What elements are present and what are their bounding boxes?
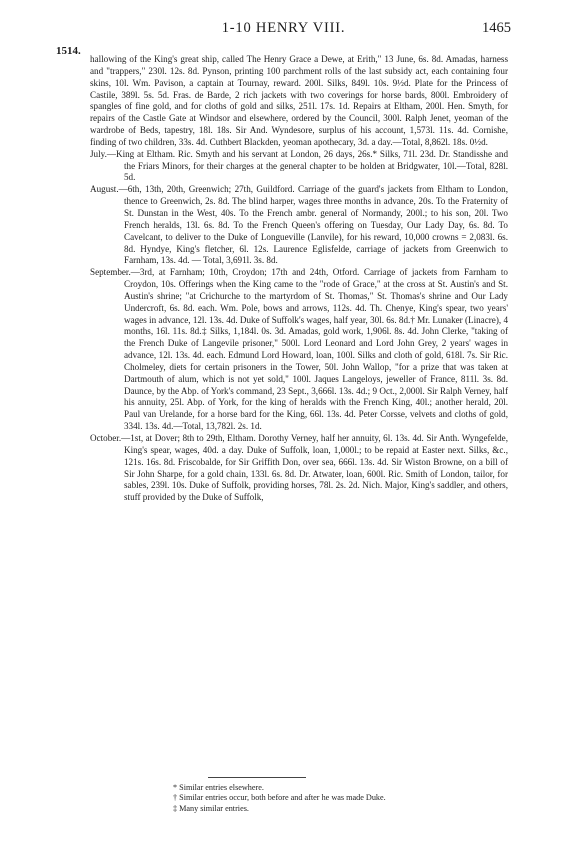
footnote: ‡ Many similar entries. — [173, 803, 249, 813]
month-label: October. — [90, 433, 122, 443]
month-label: July. — [90, 148, 107, 159]
footnote: † Similar entries occur, both before and after he was made Duke. — [173, 793, 386, 803]
footnote-rule — [208, 777, 306, 778]
running-header-title: 1-10 HENRY VIII. — [221, 20, 346, 36]
page-number: 1465 — [482, 20, 511, 36]
year-marker: 1514. — [56, 45, 81, 57]
entry-july: July.—King at Eltham. Ric. Smyth and his servant at London, 26 days, 26s.* Silks, 71l. 23d. Dr. Standisshe and the Friars Minors, for their charges at the general chapter to be holden at Bridgwater, 10l.—Total, 828l. 5d. — [90, 148, 508, 183]
entry-august: August.—6th, 13th, 20th, Greenwich; 27th, Guildford. Carriage of the guard's jackets from Eltham to London, thence to Greenwich, 2s. 8d. The blind harper, wages three months in advance, 20s. To the Fraternity of St. Dunstan in the West, 40s. To the French ambr. general of Normandy, 200l.; to his son, 20l. Two French heralds, 13l. 6s. 8d. To the French Queen's offering on Tuesday, Our Lady Day, 6s. 8d. To Cavelcant, to deliver to the Duke of Longueville (Lanvile), for his reward, 10,000 crowns = 2,083l. 6s. 8d. Hyndye, King's fletcher, 6l. 12s. Laurence Eglisfelde, carriage of jackets from Greenwich to Farnham, 13s. 4d. — Total, 3,691l. 3s. 8d. — [90, 184, 508, 266]
footnote: * Similar entries elsewhere. — [173, 783, 264, 792]
month-label: September. — [90, 267, 131, 278]
entry-september: September.—3rd, at Farnham; 10th, Croydon; 17th and 24th, Otford. Carriage of jackets from Farnham to Croydon, 10s. Offerings when the King came to the "rode of Grace," at the cross at St. Austin's and St. Austin's shrine; "at Crichurche to the martyrdom of St. Thomas," St. Thomas's shrine and Our Lady Undercroft, 6s. 8d. each. Wm. Pole, bows and arrows, 112s. 4d. Th. Chenye, King's spear, two years' wages in advance, 12l. 13s. 4d. Duke of Suffolk's wages, half year, 30l. 6s. 8d.† Mr. Lunaker (Linacre), 4 months, 16l. 11s. 8d.‡ Silks, 1,184l. 0s. 3d. Amadas, gold work, 1,906l. 8s. 4d. John Clerke, "taking of the French Duke of Langevile prisoner," 500l. Lord Leonard and Lord John Grey, 2 years' wages in advance, 12l. 13s. 4d. each. Edmund Lord Howard, loan, 100l. Silks and cloth of gold, 618l. 7s. Sir Ric. Cholmeley, diets for certain prisoners in the Tower, 50l. John Wallop, "for a prize that was taken at Dartmouth of alum, which is not yet sold," 100l. Jaques Langeloys, jeweller of France, 811l. 3s. 8d. Daunce, by the Abp. of York's command, 23 Sept., 3,666l. 13s. 4d.; 9 Oct., 2,000l. Sir Ralph Verney, half his annuity, 25l. Abp. of York, for the king of heralds with the French King, 40l.; another herald, 20l. Paul van Urelande, for a horse bard for the King, 66l. 13s. 4d. Peter Corsse, velvets and cloths of gold, 334l. 13s. 4d.—Total, 13,782l. 2s. 1d. — [90, 267, 508, 432]
ledger-body — [90, 54, 508, 504]
entry-october: October.—1st, at Dover; 8th to 29th, Eltham. Dorothy Verney, half her annuity, 6l. 13s. 4d. Sir Anth. Wyngefelde, King's spear, wages, 40d. a day. Duke of Suffolk, loan, 1,000l.; to be repaid at Easter next. Silks, &c., 121s. 16s. 8d. Friscobalde, for Sir Griffith Don, over sea, 666l. 13s. 4d. Sir Wiston Browne, on a bill of Sir John Sharpe, for a gold chain, 133l. 6s. 8d. Dr. Atwater, loan, 600l. Ric. Smith of London, tailor, for sables, 239l. 10s. Duke of Suffolk, providing horses, 78l. 2s. 2d. Nich. Major, King's saddler, and others, stuff provided by the Duke of Suffolk, — [90, 433, 508, 503]
month-label: August. — [90, 184, 119, 195]
entry-continuation: hallowing of the King's great ship, called The Henry Grace a Dewe, at Erith," 13 June, 6s. 8d. Amadas, harness and "trappers," 230l. 12s. 8d. Pynson, printing 100 parchment rolls of the last subsidy act, each containing four skins, 10l. Wm. Pavison, a captain at Tournay, reward. 200l. Silks, 849l. 10s. 9½d. Plate for the Princess of Castile, 389l. 5s. 5d. Fras. de Barde, 2 rich jackets with two coverings for horse bards, 800l. Embroidery of spangles of fine gold, and for cloths of gold and silks, 251l. 17s. 1d. Repairs at Eltham, 200l. Hen. Smyth, for repairs of the Castle Gate at Windsor and elsewhere, ordered by the Council, 300l. Ralph Jenet, yeoman of the wardrobe of Beds, tapestry, 18l. 18s. Sir And. Wyndesore, surplus of his account, 1,573l. 11s. 4d. Cornishe, finding of two children, 33s. 4d. Cuthbert Blackden, yeoman apothecary, 3d. a day.—Total, 8,862l. 18s. 0½d. — [90, 54, 508, 147]
footnotes — [173, 783, 386, 814]
